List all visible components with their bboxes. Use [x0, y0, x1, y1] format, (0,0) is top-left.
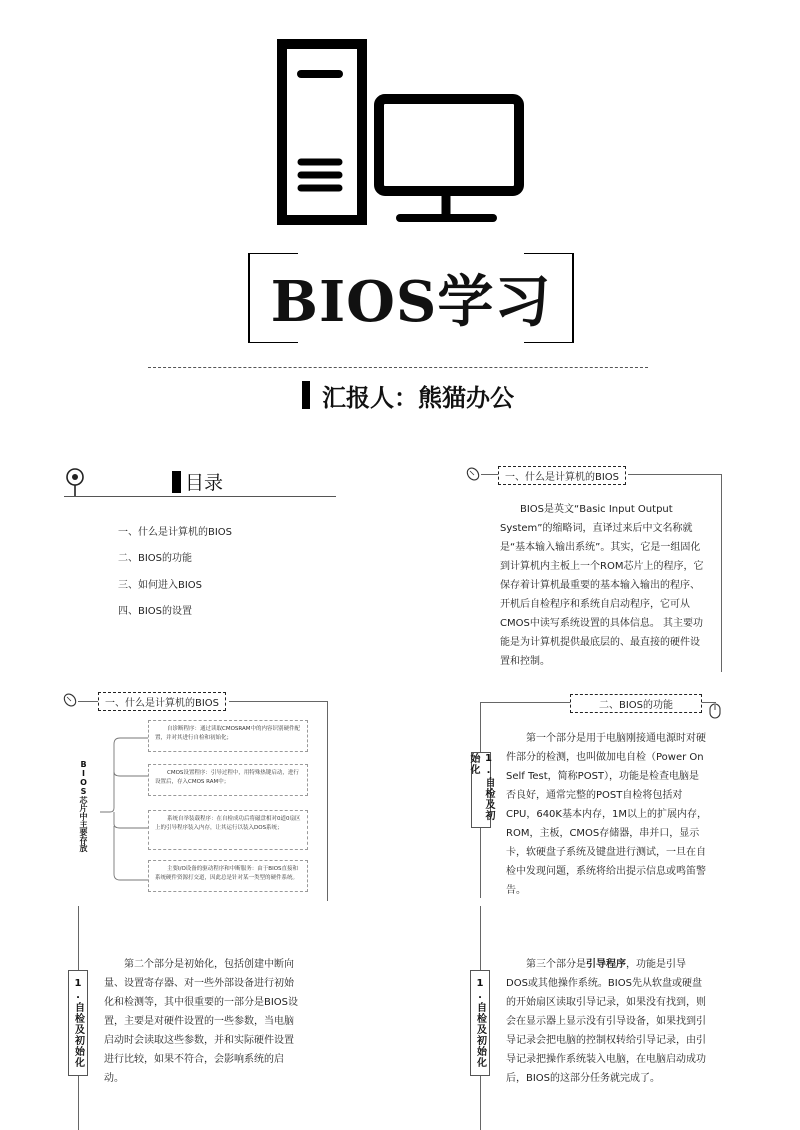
toc-heading: [172, 468, 223, 495]
section-init-body: [104, 955, 302, 1088]
toc-item[interactable]: 一、什么是计算机的BIOS: [118, 527, 233, 538]
connector-line: [78, 701, 98, 702]
connector-line: [721, 474, 722, 672]
side-tab: 1.自检及初始化: [471, 752, 491, 828]
connector-line: [229, 701, 328, 702]
reporter-text: 汇报人：熊猫办公: [322, 383, 514, 412]
diagram-box-text: 系统自举装载程序：在自检成功后将磁盘相对0道0扇区上的引导程序装入内存，让其运行以装入DOS系统；: [155, 816, 301, 831]
mouse-icon: [62, 692, 78, 708]
diagram-box: [148, 764, 308, 796]
diagram-box-text: 主要I/O设备的驱动程序和中断服务：由于BIOS直接和系统硬件资源打交道，因此总是针对某一类型的硬件系统。: [155, 866, 299, 881]
reporter-bar: [302, 381, 310, 409]
section-boot-rest: ，功能是引导DOS或其他操作系统。BIOS先从软盘或硬盘的开始扇区读取引导记录，如果没有找到，则会在显示器上显示没有引导设备，如果找到引导记录会把电脑的控制权转给引导记录，由引导记录把操作系统装入电脑，在电脑启动成功后，BIOS的这部分任务就完成了。: [506, 959, 706, 1084]
side-tab: 1.自检及初始化: [470, 970, 490, 1076]
side-tab: 1.自检及初始化: [68, 970, 88, 1076]
cover-reporter: [302, 378, 514, 412]
toc-rule: [64, 496, 336, 497]
diagram-box: [148, 810, 308, 850]
section-boot-bold: 引导程序: [586, 959, 626, 970]
toc-item[interactable]: 四、BIOS的设置: [118, 606, 193, 617]
cover-title: BIOS学习: [270, 269, 552, 335]
toc-item[interactable]: 三、如何进入BIOS: [118, 580, 203, 591]
toc-heading-text: 目录: [185, 472, 224, 494]
diagram-box-text: CMOS设置程序：引导过程中，用特殊热键启动，进行设置后，存入CMOS RAM中；: [155, 770, 299, 785]
diagram-box: [148, 860, 308, 892]
mouse-icon: [465, 466, 481, 482]
connector-line: [327, 701, 328, 901]
section-function-body: [506, 729, 708, 900]
connector-line: [480, 702, 570, 703]
toc-item[interactable]: 二、BIOS的功能: [118, 553, 193, 564]
cover-title-frame: [248, 253, 574, 343]
section-function-text: 第一个部分是用于电脑刚接通电源时对硬件部分的检测，也叫做加电自检（Power On Self Test，简称POST），功能是检查电脑是否良好，通常完整的POST自检将包括对CPU，640K基本内存，1M以上的扩展内存，ROM，主板，CMOS存储器，串并口，显示卡，软硬盘子系统及键盘进行测试，一旦在自检中发现问题，系统将给出提示信息或鸣笛警告。: [506, 733, 707, 896]
diagram-box: [148, 720, 308, 752]
computer-icon: [275, 38, 535, 228]
section-what-text: BIOS是英文“Basic Input Output System”的缩略词，直译过来后中文名称就是“基本输入输出系统”。其实，它是一组固化到计算机内主板上一个ROM芯片上的程序，它保存着计算机最重要的基本输入输出的程序、开机后自检程序和系统自启动程序，它可从CMOS中读写系统设置的具体信息。 其主要功能是为计算机提供最底层的、最直接的硬件设置和控制。: [500, 504, 704, 667]
diagram-side-label: BIOS芯片中主要存放: [79, 760, 88, 852]
section-boot-body: [506, 955, 706, 1088]
section-boot-prefix: 第三个部分是: [526, 959, 586, 970]
toc-heading-bar: [172, 471, 181, 493]
connector-line: [628, 474, 722, 475]
mouse-icon: [708, 702, 722, 720]
diagram-brace: [96, 730, 152, 890]
section-init-text: 第二个部分是初始化，包括创建中断向量、设置寄存器、对一些外部设备进行初始化和检测等，其中很重要的一部分是BIOS设置，主要是对硬件设置的一些参数，当电脑启动时会读取这些参数，并和实际硬件设置进行比较，如果不符合，会影响系统的启动。: [104, 959, 299, 1084]
section-label-function: 二、BIOS的功能: [570, 694, 702, 713]
diagram-box-text: 自诊断程序：通过读取CMOSRAM中的内容识别硬件配置，并对其进行自检和初始化；: [155, 726, 301, 741]
section-what-body: [500, 500, 708, 671]
location-pin-icon: [64, 467, 86, 497]
section-label-what: 一、什么是计算机的BIOS: [498, 466, 626, 485]
section-label-diagram: 一、什么是计算机的BIOS: [98, 692, 226, 711]
connector-line: [481, 474, 498, 475]
cover-divider: [148, 367, 648, 368]
